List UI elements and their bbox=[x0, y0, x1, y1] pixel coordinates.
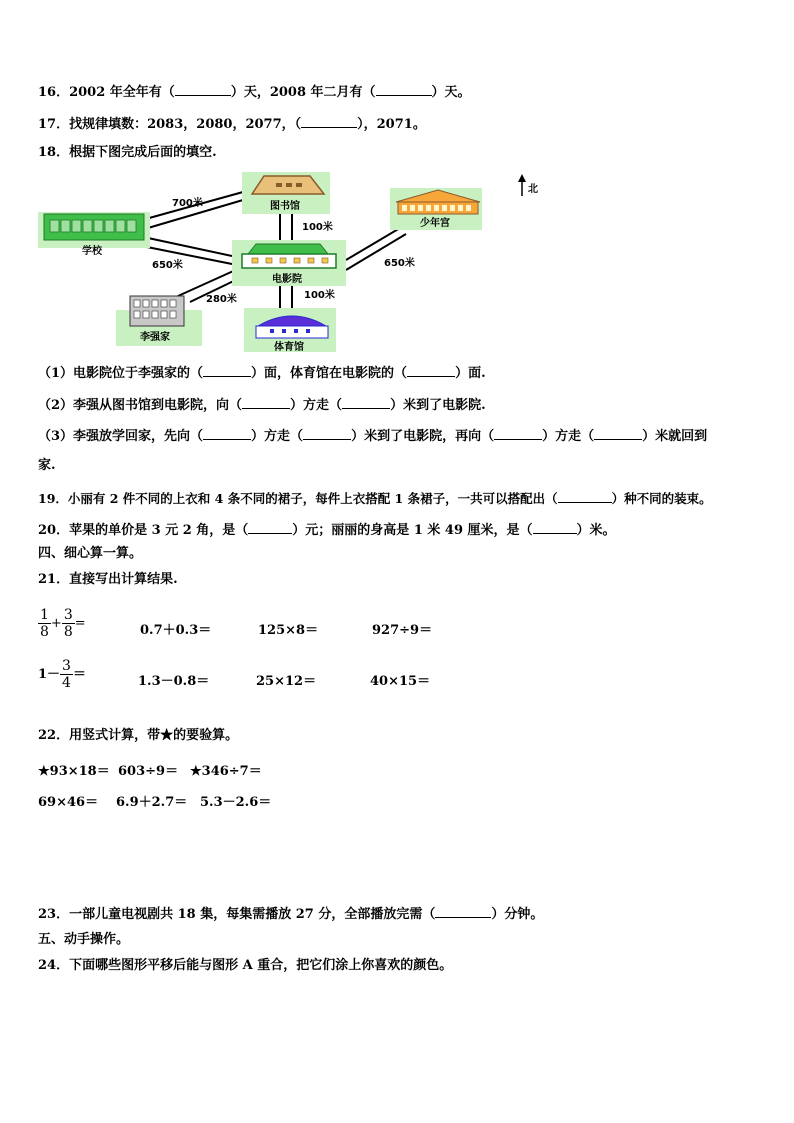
question-18-part-2 bbox=[38, 396, 486, 414]
calc-expression: 1.3－0.8＝ bbox=[138, 674, 210, 689]
question-18-part-1 bbox=[38, 364, 486, 382]
question-24: 24．下面哪些图形平移后能与图形 A 重合，把它们涂上你喜欢的颜色。 bbox=[38, 958, 453, 973]
q18-p3-a: （3）李强放学回家，先向（ bbox=[38, 429, 204, 444]
q18-p3-d: ）方走（ bbox=[542, 429, 595, 444]
cinema-roof-icon bbox=[248, 244, 328, 254]
q18-p3-e: ）米就回到 bbox=[642, 429, 708, 444]
answer-blank[interactable] bbox=[376, 83, 432, 96]
q16-text-b: ）天，2008 年二月有（ bbox=[230, 85, 376, 100]
q16-text-c: ）天。 bbox=[431, 85, 471, 100]
q18-p2-a: （2）李强从图书馆到电影院，向（ bbox=[38, 398, 243, 413]
answer-blank[interactable] bbox=[435, 905, 491, 918]
q18-p1-a: （1）电影院位于李强家的（ bbox=[38, 366, 204, 381]
answer-blank[interactable] bbox=[342, 396, 390, 409]
question-18-part-3 bbox=[38, 427, 707, 445]
road-cinema-youth bbox=[346, 228, 400, 260]
answer-blank[interactable] bbox=[301, 115, 357, 128]
road-school-cinema bbox=[148, 238, 232, 256]
vertical-calc-item: 6.9＋2.7＝ bbox=[116, 795, 188, 810]
north-label: 北 bbox=[528, 184, 538, 195]
fraction: $\frac{3}{4}$ bbox=[62, 658, 71, 691]
q17-text-b: ），2071。 bbox=[357, 117, 426, 132]
q18-p2-b: ）方走（ bbox=[290, 398, 343, 413]
answer-blank[interactable] bbox=[242, 396, 290, 409]
map-diagram bbox=[30, 168, 550, 358]
question-20 bbox=[38, 521, 616, 539]
answer-blank[interactable] bbox=[248, 521, 292, 534]
school bbox=[38, 212, 150, 257]
calc-expression: 25×12＝ bbox=[256, 674, 317, 689]
q23-text-a: 23．一部儿童电视剧共 18 集，每集需播放 27 分，全部播放完需（ bbox=[38, 907, 436, 922]
calc-fraction-difference: 1－ $\frac{3}{4}$ ＝ bbox=[38, 658, 86, 691]
q18-p1-c: ）面. bbox=[455, 366, 486, 381]
vertical-calc-item: ★93×18＝ bbox=[38, 764, 110, 779]
calc-expression: 0.7＋0.3＝ bbox=[140, 623, 212, 638]
distance-label: 700米 bbox=[172, 198, 203, 209]
question-19 bbox=[38, 490, 712, 507]
gym-building-icon bbox=[256, 326, 328, 338]
section-4-heading: 四、细心算一算。 bbox=[38, 546, 143, 561]
calc-expression: 40×15＝ bbox=[370, 674, 431, 689]
q20-text-b: ）元；丽丽的身高是 1 米 49 厘米，是（ bbox=[292, 523, 533, 538]
question-17 bbox=[38, 115, 426, 133]
question-18-title: 18．根据下图完成后面的填空. bbox=[38, 145, 217, 160]
cinema bbox=[232, 240, 346, 286]
q17-text-a: 17．找规律填数：2083，2080，2077，（ bbox=[38, 117, 302, 132]
question-18-part-3-cont: 家. bbox=[38, 458, 56, 473]
distance-label: 100米 bbox=[304, 290, 335, 301]
answer-blank[interactable] bbox=[175, 83, 231, 96]
fraction: $\frac{1}{8}$ bbox=[40, 607, 49, 640]
q23-text-b: ）分钟。 bbox=[491, 907, 544, 922]
q18-p2-c: ）米到了电影院. bbox=[390, 398, 486, 413]
answer-blank[interactable] bbox=[203, 427, 251, 440]
answer-blank[interactable] bbox=[494, 427, 542, 440]
q18-p1-b: ）面，体育馆在电影院的（ bbox=[251, 366, 408, 381]
cinema-label: 电影院 bbox=[272, 274, 302, 285]
gym bbox=[244, 308, 336, 353]
vertical-calc-item: ★346÷7＝ bbox=[190, 764, 262, 779]
distance-label: 650米 bbox=[384, 258, 415, 269]
home-label: 李强家 bbox=[140, 332, 170, 343]
q18-p3-c: ）米到了电影院，再向（ bbox=[351, 429, 495, 444]
library bbox=[242, 172, 330, 214]
q16-text-a: 16．2002 年全年有（ bbox=[38, 85, 175, 100]
question-23 bbox=[38, 905, 543, 923]
answer-blank[interactable] bbox=[203, 364, 251, 377]
question-21-title: 21．直接写出计算结果. bbox=[38, 572, 178, 587]
calc-expression: 927÷9＝ bbox=[372, 623, 433, 638]
answer-blank[interactable] bbox=[303, 427, 351, 440]
vertical-calc-item: 69×46＝ bbox=[38, 795, 99, 810]
q19-text-a: 19．小丽有 2 件不同的上衣和 4 条不同的裙子，每件上衣搭配 1 条裙子，一共可以搭配出（ bbox=[38, 491, 558, 506]
distance-label: 280米 bbox=[206, 294, 237, 305]
answer-blank[interactable] bbox=[407, 364, 455, 377]
vertical-calc-item: 603÷9＝ bbox=[118, 764, 179, 779]
youth-palace bbox=[390, 188, 482, 230]
section-5-heading: 五、动手操作。 bbox=[38, 932, 130, 947]
north-arrow-icon bbox=[518, 174, 538, 196]
answer-blank[interactable] bbox=[558, 490, 612, 503]
distance-label: 100米 bbox=[302, 222, 333, 233]
q20-text-c: ）米。 bbox=[576, 523, 616, 538]
gym-label: 体育馆 bbox=[274, 342, 304, 353]
vertical-calc-item: 5.3－2.6＝ bbox=[200, 795, 272, 810]
library-label: 图书馆 bbox=[270, 201, 300, 212]
q18-p3-b: ）方走（ bbox=[251, 429, 304, 444]
question-16 bbox=[38, 83, 471, 101]
youth-palace-label: 少年宫 bbox=[420, 218, 450, 229]
home bbox=[116, 296, 202, 346]
q19-text-b: ）种不同的装束。 bbox=[611, 491, 712, 506]
calc-expression: 125×8＝ bbox=[258, 623, 319, 638]
question-22-title: 22．用竖式计算，带★的要验算。 bbox=[38, 728, 239, 743]
distance-label: 650米 bbox=[152, 260, 183, 271]
answer-blank[interactable] bbox=[533, 521, 577, 534]
school-label: 学校 bbox=[82, 246, 102, 257]
q20-text-a: 20．苹果的单价是 3 元 2 角，是（ bbox=[38, 523, 249, 538]
answer-blank[interactable] bbox=[594, 427, 642, 440]
fraction: $\frac{3}{8}$ bbox=[63, 607, 73, 640]
calc-fraction-sum: $\frac{1}{8}$ + $\frac{3}{8}$ = bbox=[40, 607, 86, 640]
